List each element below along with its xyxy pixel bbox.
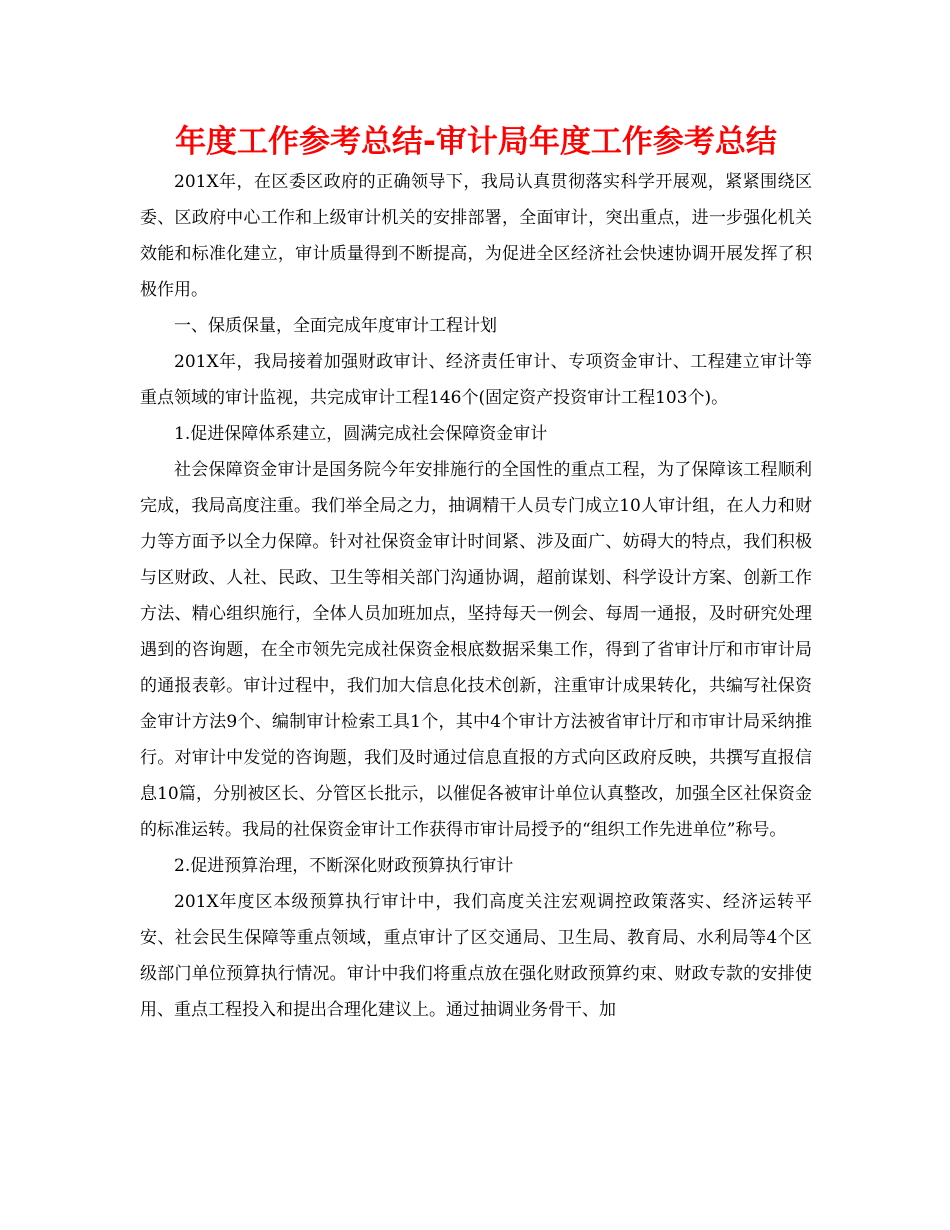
paragraph-subsection-1: 社会保障资金审计是国务院今年安排施行的全国性的重点工程，为了保障该工程顺利完成，我局高度注重。我们举全局之力，抽调精干人员专门成立10人审计组，在人力和财力等方面予以全力保障。针对社保资金审计时间紧、涉及面广、妨碍大的特点，我们积极与区财政、人社、民政、卫生等相关部门沟通协调，超前谋划、科学设计方案、创新工作方法、精心组织施行，全体人员加班加点，坚持每天一例会、每周一通报，及时研究处理遇到的咨询题，在全市领先完成社保资金根底数据采集工作，得到了省审计厅和市审计局的通报表彰。审计过程中，我们加大信息化技术创新，注重审计成果转化，共编写社保资金审计方法9个、编制审计检索工具1个，其中4个审计方法被省审计厅和市审计局采纳推行。对审计中发觉的咨询题，我们及时通过信息直报的方式向区政府反映，共撰写直报信息10篇，分别被区长、分管区长批示，以催促各被审计单位认真整改，加强全区社保资金的标准运转。我局的社保资金审计工作获得市审计局授予的“组织工作先进单位”称号。 bbox=[140, 460, 812, 840]
document-body bbox=[140, 120, 812, 1028]
paragraph-intro: 201X年，在区委区政府的正确领导下，我局认真贯彻落实科学开展观，紧紧围绕区委、区政府中心工作和上级审计机关的安排部署，全面审计，突出重点，进一步强化机关效能和标准化建立，审计质量得到不断提高，为促进全区经济社会快速协调开展发挥了积极作用。 bbox=[140, 172, 812, 300]
subsection-heading-1: 1.促进保障体系建立，圆满完成社会保障资金审计 bbox=[174, 424, 548, 444]
paragraph-section-1: 201X年，我局接着加强财政审计、经济责任审计、专项资金审计、工程建立审计等重点领域的审计监视，共完成审计工程146个(固定资产投资审计工程103个)。 bbox=[140, 352, 812, 408]
document-title: 年度工作参考总结-审计局年度工作参考总结 bbox=[175, 124, 777, 160]
paragraph-subsection-2: 201X年度区本级预算执行审计中，我们高度关注宏观调控政策落实、经济运转平安、社会民生保障等重点领域，重点审计了区交通局、卫生局、教育局、水利局等4个区级部门单位预算执行情况。审计中我们将重点放在强化财政预算约束、财政专款的安排使用、重点工程投入和提出合理化建议上。通过抽调业务骨干、加 bbox=[140, 892, 812, 1020]
subsection-heading-2: 2.促进预算治理，不断深化财政预算执行审计 bbox=[174, 856, 514, 876]
section-heading-1: 一、保质保量，全面完成年度审计工程计划 bbox=[174, 316, 497, 336]
